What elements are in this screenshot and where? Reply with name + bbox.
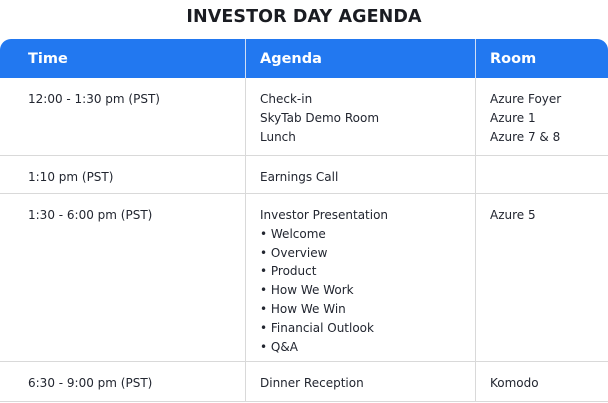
header-agenda: Agenda [260, 51, 322, 67]
column-divider [245, 194, 246, 361]
time-text: 12:00 - 1:30 pm (PST) [28, 92, 160, 106]
table-row [0, 156, 608, 194]
room-text: Azure Foyer [490, 92, 562, 106]
time-cell [28, 90, 160, 109]
room-cell [490, 374, 539, 393]
table-header [0, 39, 608, 78]
column-divider [475, 194, 476, 361]
time-text: 1:10 pm (PST) [28, 170, 114, 184]
room-cell [490, 90, 561, 146]
agenda-cell [260, 206, 388, 356]
room-text: Azure 7 & 8 [490, 129, 561, 144]
column-divider [475, 78, 476, 155]
room-text: Komodo [490, 376, 539, 390]
column-divider [245, 362, 246, 401]
agenda-bullet: • How We Work [260, 283, 354, 298]
column-divider [475, 362, 476, 401]
room-text: Azure 5 [490, 208, 536, 222]
agenda-cell [260, 168, 338, 187]
agenda-bullet: • Financial Outlook [260, 320, 374, 335]
header-divider [245, 39, 246, 78]
table-row [0, 78, 608, 156]
agenda-item: SkyTab Demo Room [260, 110, 380, 125]
agenda-bullet: • Product [260, 264, 317, 279]
time-text: 6:30 - 9:00 pm (PST) [28, 376, 153, 390]
agenda-cell [260, 374, 364, 393]
time-cell [28, 168, 113, 187]
header-room: Room [490, 51, 537, 67]
page-title: INVESTOR DAY AGENDA [186, 7, 422, 27]
column-divider [245, 78, 246, 155]
agenda-item: Earnings Call [260, 170, 339, 184]
column-divider [245, 156, 246, 193]
agenda-item: Dinner Reception [260, 376, 364, 390]
agenda-item: Investor Presentation [260, 208, 389, 222]
room-cell [490, 206, 536, 225]
time-cell [28, 374, 152, 393]
agenda-bullet: • Q&A [260, 339, 298, 354]
agenda-bullet: • Welcome [260, 226, 326, 241]
time-cell [28, 206, 152, 225]
table-row [0, 194, 608, 362]
header-time: Time [28, 51, 68, 67]
agenda-item: Lunch [260, 129, 296, 144]
agenda-bullet: • How We Win [260, 301, 346, 316]
time-text: 1:30 - 6:00 pm (PST) [28, 208, 153, 222]
table-row [0, 362, 608, 402]
agenda-bullet: • Overview [260, 245, 328, 260]
agenda-table [0, 39, 608, 402]
header-divider [475, 39, 476, 78]
agenda-item: Check-in [260, 92, 313, 106]
column-divider [475, 156, 476, 193]
room-text: Azure 1 [490, 110, 536, 125]
agenda-cell [260, 90, 379, 146]
